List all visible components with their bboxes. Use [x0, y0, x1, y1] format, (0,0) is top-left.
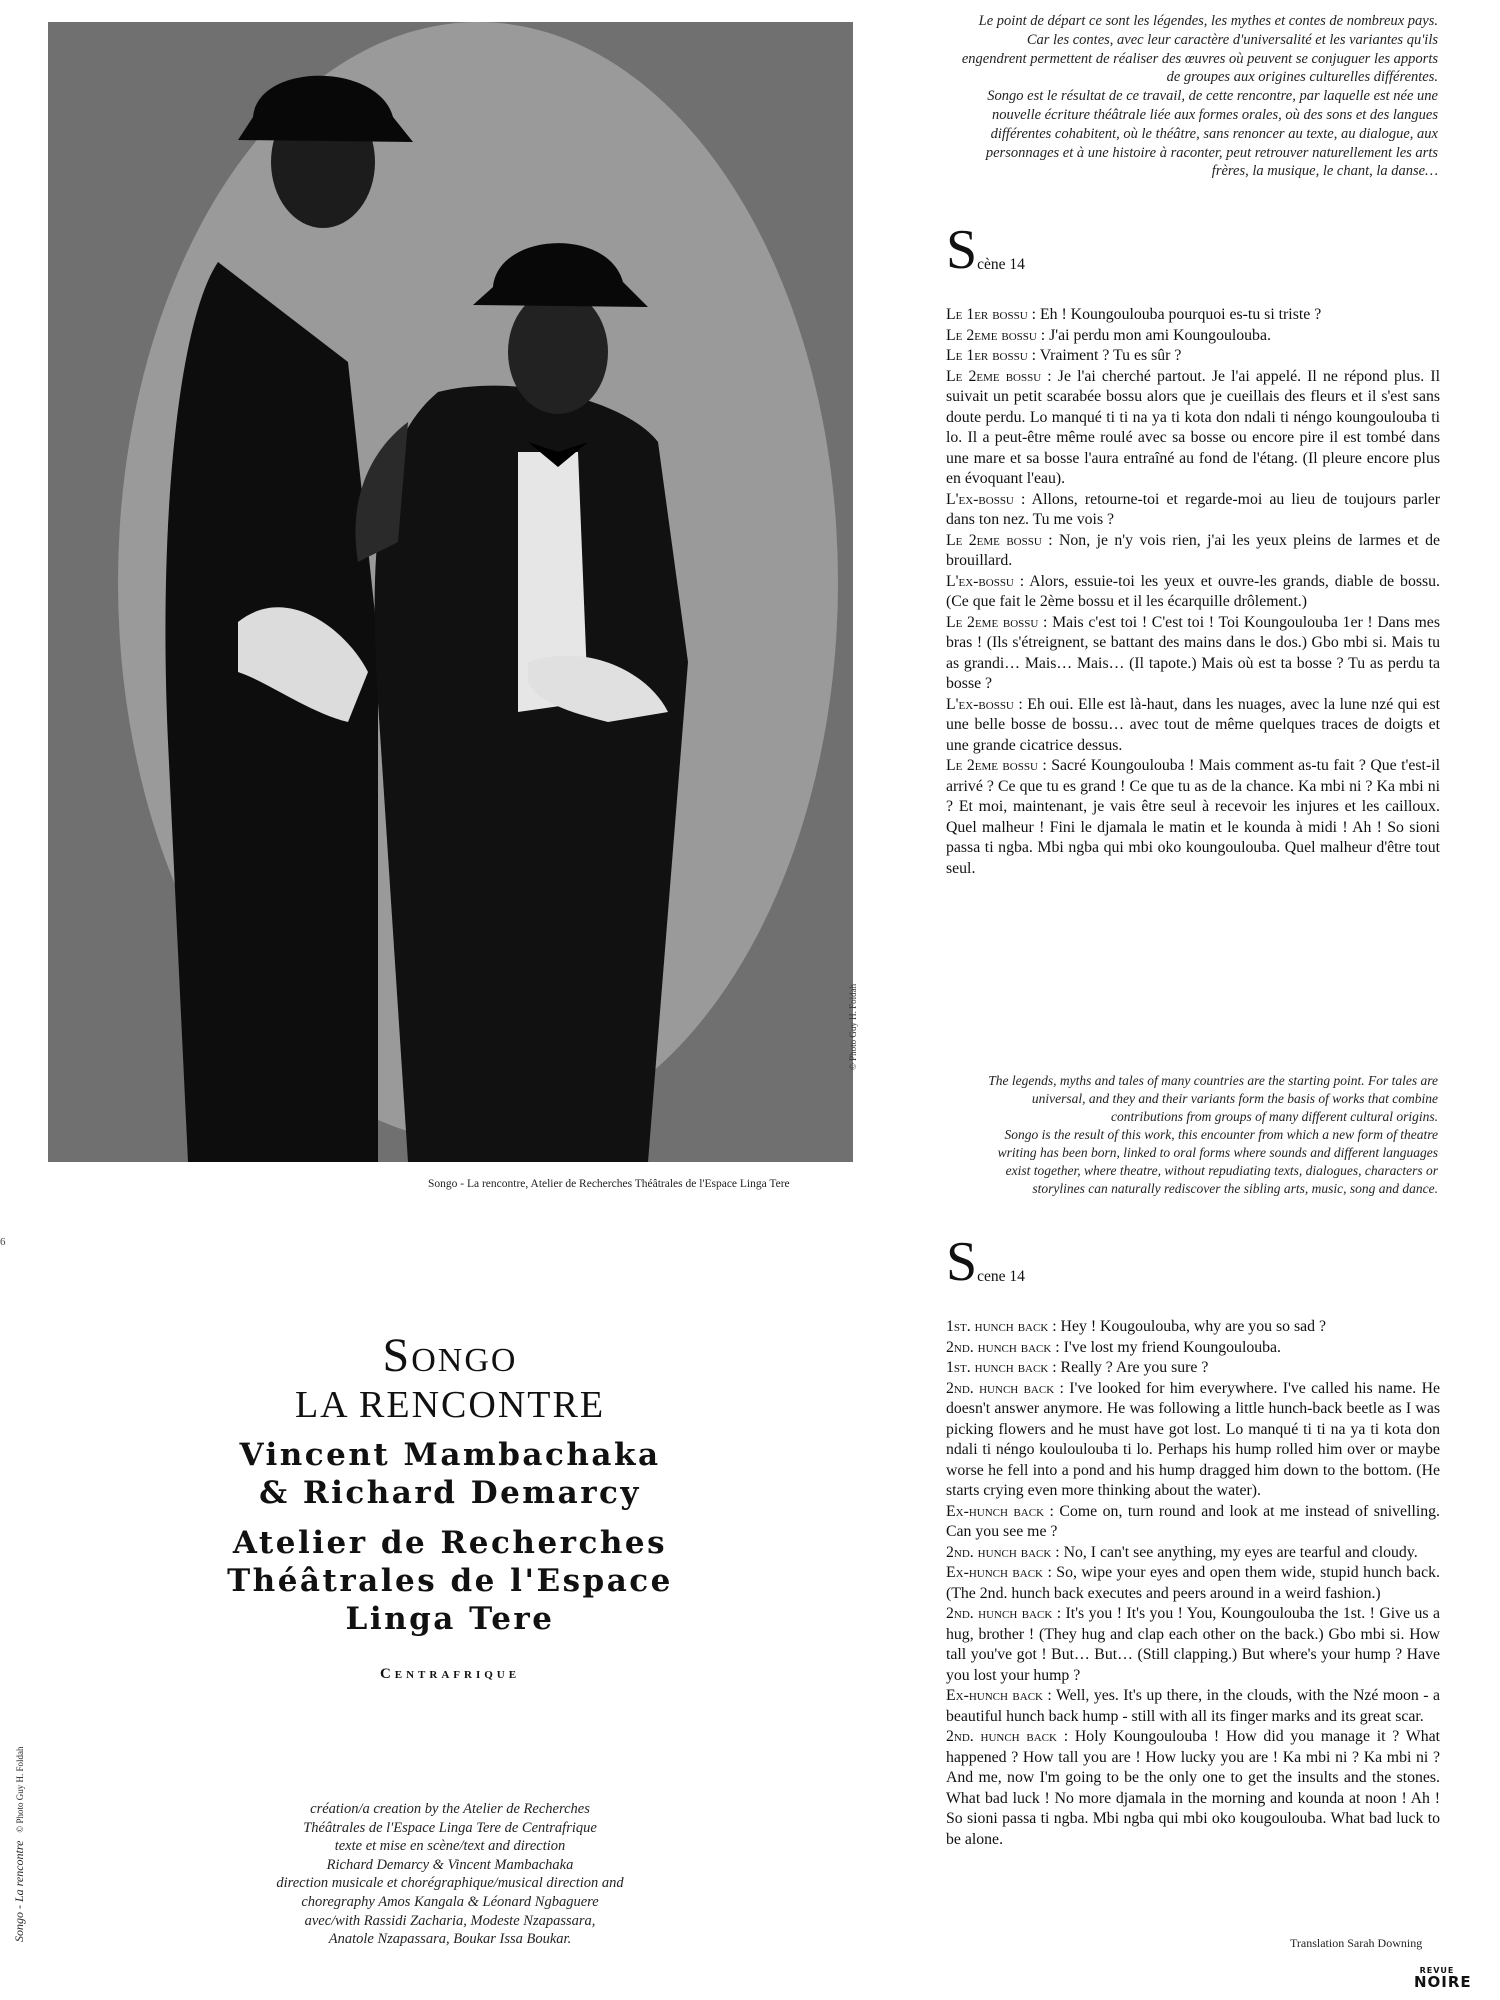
speaker: Le 2eme bossu: [946, 757, 1038, 774]
line-text: : Sacré Koungoulouba ! Mais comment as-tu fait ? Que t'est-il arrivé ? Ce que tu es grand ! Ce que tu as de la chance. Ka mbi ni ? Ka mbi ni ? Et moi, maintenant, je vais être seul à recevoir les injures et les cailloux. Quel malheur ! Fini le djamala le matin et le kounda à midi ! Ah ! So sioni passa ti ngba. Mbi ngba qui mbi oko koungoulouba. Quel malheur d'être tout seul.: [946, 757, 1440, 877]
intro-fr-paragraph: Le point de départ ce sont les légendes, les mythes et contes de nombreux pays. Car les contes, avec leur caractère d'universalité et les variantes qu'ils engendrent permettent de réaliser des œuvres où peuvent se conjuguer les apports de groupes aux origines culturelles différentes.: [961, 13, 1438, 86]
speaker: Ex-hunch back: [946, 1564, 1043, 1581]
line-text: : Mais c'est toi ! C'est toi ! Toi Koungoulouba 1er ! Dans mes bras ! (Ils s'étreignent, se battant des mains dans le dos.) Gbo mbi si. Mais tu as grandi… Mais… Mais… (Il tapote.) Mais où est ta bosse ? Tu as perdu ta bosse ?: [946, 613, 1440, 692]
dialogue-line: [946, 305, 1440, 326]
scene-heading-rest: cène 14: [977, 256, 1025, 273]
company-line: Atelier de Recherches: [232, 1525, 668, 1561]
dialogue-line: [946, 1502, 1440, 1543]
scene-text-en: [946, 1317, 1440, 1850]
dialogue-line: [946, 572, 1440, 613]
credit-line: Anatole Nzapassara, Boukar Issa Boukar.: [328, 1931, 572, 1948]
authors: [150, 1436, 750, 1512]
line-text: : Alors, essuie-toi les yeux et ouvre-les grands, diable de bossu. (Ce que fait le 2ème bossu et il les écarquille drôlement.): [946, 572, 1440, 610]
credit-line: avec/with Rassidi Zacharia, Modeste Nzapassara,: [304, 1912, 596, 1929]
dialogue-line: [946, 695, 1440, 757]
dialogue-line: [946, 1379, 1440, 1502]
speaker: L'ex-bossu: [946, 695, 1014, 713]
credit-line: texte et mise en scène/text and direction: [334, 1838, 566, 1855]
speaker: Ex-hunch back: [946, 1687, 1043, 1704]
side-label: [12, 1746, 27, 1942]
speaker: Le 2eme bossu: [946, 326, 1037, 344]
credit-line: direction musicale et chorégraphique/musical direction and: [276, 1875, 624, 1892]
line-text: : Hey ! Kougoulouba, why are you so sad ?: [1048, 1318, 1326, 1335]
margin-mark: 6: [0, 1236, 6, 1248]
line-text: : Je l'ai cherché partout. Je l'ai appelé. Il ne répond plus. Il suivait un petit scarabée bossu alors que je cueillais des fleurs et il s'est sans doute perdu. Lo manqué ti ti na ya ti kota don ndali ti néngo koungoulouba ti lo. Il a peut-être même roulé avec sa bosse ou encore pire il est tombé dans une mare et sa bosse l'aura entraîné au fond de l'étang. (Il pleure encore plus en évoquant l'eau).: [946, 367, 1440, 487]
line-text: : Holy Koungoulouba ! How did you manage it ? What happened ? How tall you are ! How lucky you are ! Ka mbi ni ? Ka mbi ni ? And me, now I'm going to be the only one to get the insults and the stones. What bad luck ! No more djamala in the morning and kounda at noon ! Ah ! So sioni passa ti ngba. Mbi ngba qui mbi oko kougoulouba. What bad luck to be alone.: [946, 1728, 1440, 1848]
speaker: 2nd. hunch back: [946, 1379, 1055, 1397]
line-text: : I've looked for him everywhere. I've called his name. He doesn't answer anymore. He was following a little hunch-back beetle as I was picking flowers and he must have got lost. Lo manqué ti ti na ya ti kota don ndali ti néngo koulouloubа ti lo. Perhaps his hump rolled him over or maybe worse he fell into a pond and his hump dragged him down to the bottom. (He starts crying even more thinking about the water).: [946, 1379, 1440, 1499]
line-text: : No, I can't see anything, my eyes are tearful and cloudy.: [1051, 1543, 1418, 1561]
line-text: : It's you ! It's you ! You, Koungoulouba the 1st. ! Give us a hug, brother ! (They hug and clap each other on the back.) Gbo mbi si. How tall you've got ! But… But… (Still clapping.) But where's your hump ? Have you lost your hump ?: [946, 1605, 1440, 1684]
stage-photo: [48, 22, 853, 1162]
speaker: Le 2eme bossu: [946, 531, 1042, 549]
company-line: Linga Tere: [345, 1601, 555, 1637]
dialogue-line: [946, 531, 1440, 572]
side-label-credit: © Photo Guy H. Foldah: [15, 1746, 25, 1833]
drop-cap: S: [946, 1231, 978, 1293]
authors-line: Vincent Mambachaka: [239, 1437, 661, 1473]
intro-en: [980, 1072, 1438, 1198]
speaker: 2nd. hunch back: [946, 1543, 1052, 1561]
scene-heading-rest: cene 14: [977, 1268, 1025, 1285]
dialogue-line: [946, 1338, 1440, 1359]
country: Centrafrique: [379, 1666, 521, 1682]
line-text: : Eh oui. Elle est là-haut, dans les nuages, avec la lune nzé qui est une belle bosse de bossu… avec tout de même quelques traces de doigts et une grande cicatrice dessus.: [946, 695, 1440, 754]
scene-text-fr: [946, 305, 1440, 879]
speaker: L'ex-bossu: [946, 572, 1014, 590]
dialogue-line: [946, 1317, 1440, 1338]
logo-top: REVUE: [1419, 1966, 1455, 1975]
photo-credit: © Photo Guy H. Foldah: [848, 983, 858, 1070]
scene-heading-fr: [946, 219, 1025, 281]
authors-line: & Richard Demarcy: [259, 1475, 641, 1511]
drop-cap: S: [946, 219, 978, 281]
dialogue-line: [946, 1563, 1440, 1604]
speaker: 2nd. hunch back: [946, 1728, 1057, 1745]
intro-en-paragraph: The legends, myths and tales of many countries are the starting point. For tales are universal, and they and their variants form the basis of works that combine contributions from groups of many different cultural origins.: [988, 1073, 1438, 1124]
dialogue-line: [946, 613, 1440, 695]
speaker: 2nd. hunch back: [946, 1605, 1053, 1622]
line-text: : Come on, turn round and look at me instead of snivelling. Can you see me ?: [946, 1502, 1440, 1540]
speaker: L'ex-bossu: [946, 490, 1014, 508]
photo-caption: Songo - La rencontre, Atelier de Recherches Théâtrales de l'Espace Linga Tere: [428, 1178, 790, 1190]
line-text: : J'ai perdu mon ami Koungoulouba.: [1036, 326, 1271, 344]
intro-en-paragraph: Songo is the result of this work, this encounter from which a new form of theatre writing has been born, linked to oral forms where sounds and different languages exist together, where theatre, without repudiating texts, dialogues, characters or storylines can naturally rediscover the sibling arts, music, song and dance.: [997, 1127, 1438, 1196]
credit-line: création/a creation by the Atelier de Recherches: [310, 1801, 590, 1817]
logo-bottom: NOIRE: [1414, 1973, 1472, 1991]
line-text: : Non, je n'y vois rien, j'ai les yeux pleins de larmes et de brouillard.: [946, 531, 1440, 569]
speaker: Ex-hunch back: [946, 1502, 1045, 1520]
side-label-title: Songo - La rencontre: [12, 1840, 26, 1942]
intro-fr-paragraph: Songo est le résultat de ce travail, de cette rencontre, par laquelle est née une nouvelle écriture théâtrale liée aux formes orales, où des sons et des langues différentes cohabitent, où le théâtre, sans renoncer au texte, au dialogue, aux personnages et à une histoire à raconter, peut retrouver naturellement les arts frères, la musique, le chant, la danse…: [985, 88, 1438, 180]
dialogue-line: [946, 490, 1440, 531]
dialogue-line: [946, 1604, 1440, 1686]
translator-credit: Translation Sarah Downing: [1290, 1936, 1423, 1950]
scene-heading-en: [946, 1231, 1025, 1293]
title-block: [150, 1330, 750, 1683]
line-text: : Really ? Are you sure ?: [1048, 1359, 1209, 1376]
line-text: : Allons, retourne-toi et regarde-moi au lieu de toujours parler dans ton nez. Tu me vois ?: [946, 490, 1440, 528]
company-line: Théâtrales de l'Espace: [227, 1563, 673, 1599]
speaker: 1st. hunch back: [946, 1359, 1049, 1376]
production-credits: [150, 1800, 750, 1949]
line-text: : Vraiment ? Tu es sûr ?: [1027, 347, 1182, 364]
dialogue-line: [946, 1727, 1440, 1850]
credit-line: choregraphy Amos Kangala & Léonard Ngbaguere: [301, 1893, 599, 1910]
photo-illustration: [48, 22, 853, 1162]
dialogue-line: [946, 326, 1440, 347]
dialogue-line: [946, 756, 1440, 879]
dialogue-line: [946, 346, 1440, 367]
credit-line: Richard Demarcy & Vincent Mambachaka: [326, 1856, 574, 1873]
dialogue-line: [946, 1686, 1440, 1727]
company: [150, 1524, 750, 1638]
speaker: Le 2eme bossu: [946, 613, 1039, 631]
dialogue-line: [946, 1543, 1440, 1564]
speaker: 2nd. hunch back: [946, 1338, 1052, 1356]
line-text: : Well, yes. It's up there, in the clouds, with the Nzé moon - a beautiful hunch back hump - still with all its finger marks and its great scar.: [946, 1687, 1440, 1725]
speaker: Le 2eme bossu: [946, 367, 1042, 385]
line-text: : Eh ! Koungoulouba pourquoi es-tu si triste ?: [1027, 306, 1322, 323]
title-songo: Songo: [382, 1329, 518, 1382]
speaker: Le 1er bossu: [946, 306, 1028, 323]
title-rencontre: LA RENCONTRE: [294, 1384, 606, 1426]
speaker: 1st. hunch back: [946, 1318, 1049, 1335]
revue-noire-logo: [1414, 1966, 1472, 2000]
credit-line: Théâtrales de l'Espace Linga Tere de Centrafrique: [303, 1819, 597, 1836]
dialogue-line: [946, 1358, 1440, 1379]
line-text: : I've lost my friend Koungoulouba.: [1051, 1338, 1281, 1356]
speaker: Le 1er bossu: [946, 347, 1028, 364]
dialogue-line: [946, 367, 1440, 490]
intro-fr: [960, 12, 1438, 181]
line-text: : So, wipe your eyes and open them wide, stupid hunch back. (The 2nd. hunch back executes and peers around in a weird fashion.): [946, 1564, 1440, 1602]
